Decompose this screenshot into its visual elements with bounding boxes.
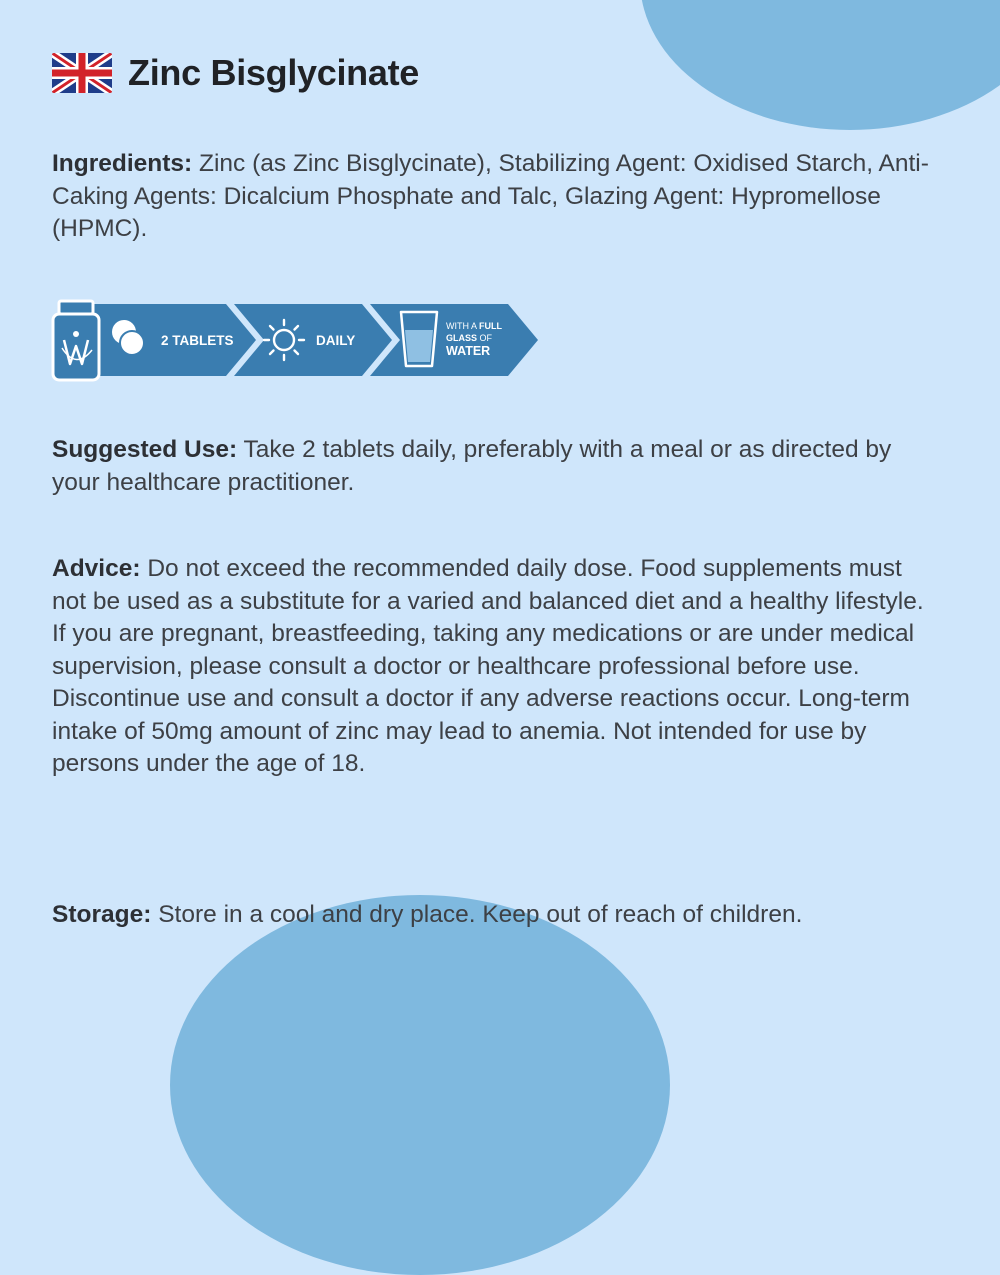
water-line3: WATER [446, 344, 491, 358]
water-line2-a: GLASS [446, 333, 478, 343]
advice-text: Do not exceed the recommended daily dose. Food supplements must not be used as a substitute for a varied and balanced diet and a healthy lifestyle. If you are pregnant, breastfeeding, taking any medications or are under medical supervision, please consult a doctor or healthcare professional before use. Discontinue use and consult a doctor if any adverse reactions occur. Long-term intake of 50mg amount of zinc may lead to anemia. Not intended for use by persons under the age of 18. [52, 555, 924, 777]
ingredients-text: Zinc (as Zinc Bisglycinate), Stabilizing Agent: Oxidised Starch, Anti-Caking Agents: Dicalcium Phosphate and Talc, Glazing Agent: Hypromellose (HPMC). [52, 150, 929, 242]
advice-section [52, 553, 932, 781]
water-line2-b: OF [477, 333, 493, 343]
storage-section [52, 899, 932, 932]
decorative-circle-bottom [170, 895, 670, 1275]
tablets-label: 2 TABLETS [161, 333, 234, 348]
page-title: Zinc Bisglycinate [128, 52, 419, 93]
uk-flag-icon [52, 53, 112, 93]
decorative-circle-top [640, 0, 1000, 130]
suggested-use-label: Suggested Use: [52, 436, 238, 463]
daily-label: DAILY [316, 333, 356, 348]
water-label [446, 320, 502, 358]
ingredients-section [52, 148, 932, 246]
dosage-banner [50, 298, 540, 382]
water-line1-b: FULL [479, 321, 503, 331]
advice-label: Advice: [52, 555, 141, 582]
storage-text: Store in a cool and dry place. Keep out of reach of children. [151, 901, 803, 928]
header [52, 48, 419, 98]
storage-label: Storage: [52, 901, 152, 928]
suggested-use-text: Take 2 tablets daily, preferably with a meal or as directed by your healthcare practitioner. [52, 436, 892, 496]
water-line1-a: WITH A [446, 321, 480, 331]
ingredients-label: Ingredients: [52, 150, 193, 177]
banner-segment-daily [234, 304, 392, 376]
suggested-use-section [52, 434, 932, 499]
supplement-bottle-icon [53, 301, 99, 380]
